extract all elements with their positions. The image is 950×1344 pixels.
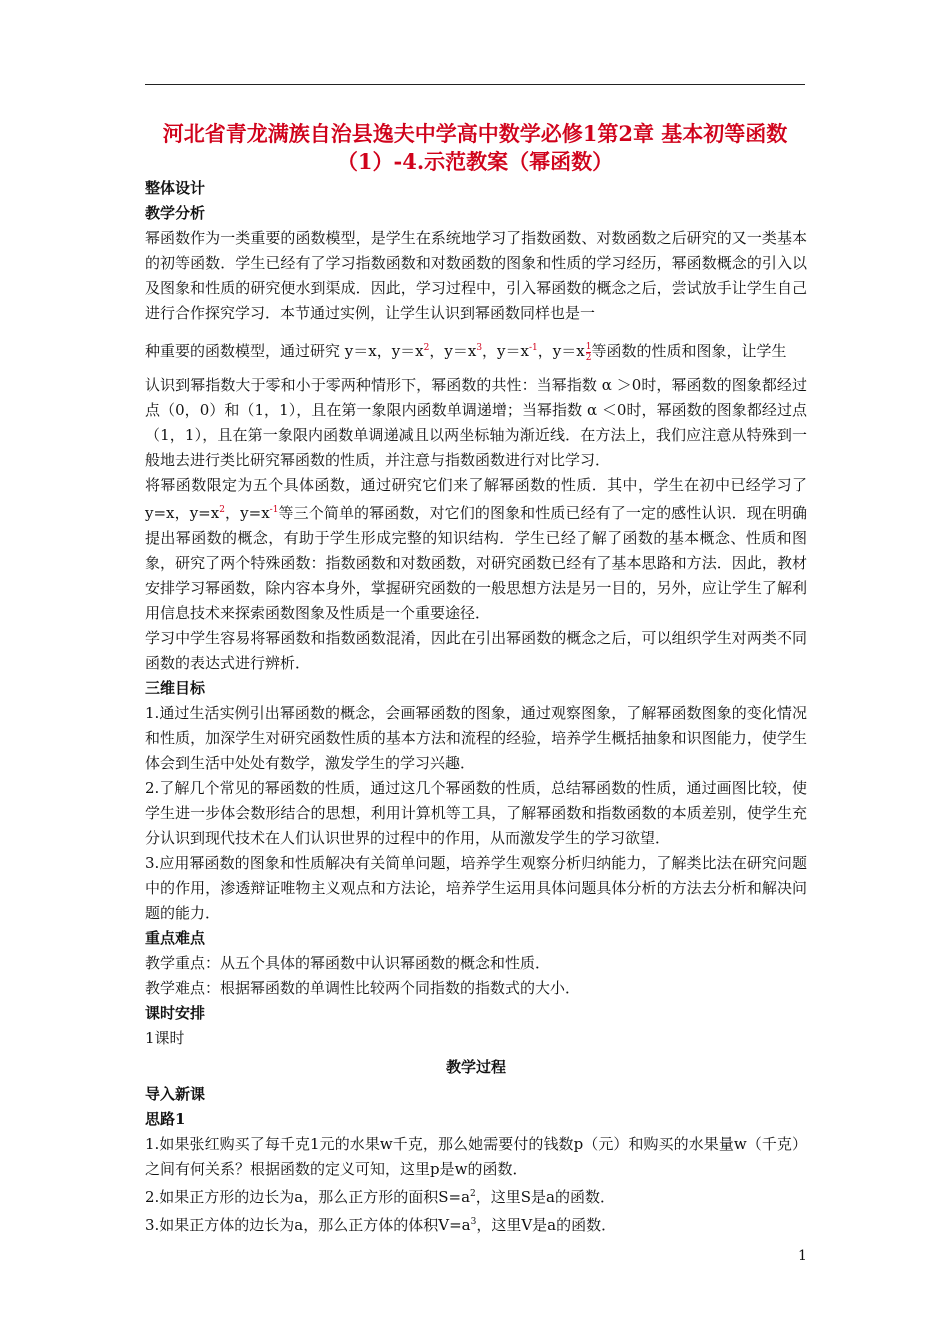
goal-3: 3.应用幂函数的图象和性质解决有关简单问题，培养学生观察分析归纳能力，了解类比法在研究问题中的作用，渗透辩证唯物主义观点和方法论，培养学生运用具体问题具体分析的方法去分析和解决问题的能力． bbox=[145, 854, 807, 922]
key-point: 教学重点：从五个具体的幂函数中认识幂函数的概念和性质． bbox=[145, 954, 551, 972]
goal-1: 1.通过生活实例引出幂函数的概念，会画幂函数的图象，通过观察图象，了解幂函数图象的变化情况和性质，加深学生对研究函数性质的基本方法和流程的经验，培养学生概括抽象和识图能力，使学生体会到生活中处处有数学，激发学生的学习兴趣． bbox=[145, 704, 807, 772]
text-segment: 2.如果正方形的边长为a，那么正方形的面积S=a bbox=[145, 1188, 471, 1206]
heading-teaching-analysis: 教学分析 bbox=[145, 204, 206, 222]
document-body bbox=[145, 176, 807, 1238]
exponent-2: 2 bbox=[219, 505, 225, 515]
text-segment: ，y＝x bbox=[537, 342, 585, 360]
text-segment: 将幂函数限定为五个具体函数，通过研究它们来了解幂函数的性质．其中，学生在初中已经学习了 y=x，y=x bbox=[145, 476, 807, 522]
exponent-minus-1: -1 bbox=[269, 505, 279, 515]
text-segment: ，y=x bbox=[224, 504, 270, 522]
paragraph-analysis-4: 学习中学生容易将幂函数和指数函数混淆，因此在引出幂函数的概念之后，可以组织学生对两类不同函数的表达式进行辨析． bbox=[145, 629, 807, 672]
document-title: 河北省青龙满族自治县逸夫中学高中数学必修1第2章 基本初等函数（1）-4.示范教案（幂函数） bbox=[162, 121, 788, 174]
fraction-denominator: 2 bbox=[585, 352, 592, 363]
exponent-2: 2 bbox=[470, 1189, 476, 1199]
paragraph-analysis-formula-line bbox=[145, 326, 807, 373]
heading-three-goals: 三维目标 bbox=[145, 679, 206, 697]
heading-introduction: 导入新课 bbox=[145, 1085, 206, 1103]
heading-teaching-process: 教学过程 bbox=[445, 1058, 506, 1076]
text-segment: ，这里V是a的函数． bbox=[476, 1216, 617, 1234]
goal-2: 2.了解几个常见的幂函数的性质，通过这几个幂函数的性质，总结幂函数的性质，通过画图比较，使学生进一步体会数形结合的思想，利用计算机等工具，了解幂函数和指数函数的本质差别，使学生充分认识到现代技术在人们认识世界的过程中的作用，从而激发学生的学习欲望． bbox=[145, 779, 807, 847]
text-segment: 等三个简单的幂函数，对它们的图象和性质已经有了一定的感性认识．现在明确提出幂函数的概念，有助于学生形成完整的知识结构．学生已经了解了函数的基本概念、性质和图象，研究了两个特殊函数：指数函数和对数函数，对研究函数已经有了基本思路和方法．因此，教材安排学习幂函数，除内容本身外，掌握研究函数的一般思想方法是另一目的，另外，应让学生了解利用信息技术来探索函数图象及性质是一个重要途径． bbox=[145, 504, 807, 622]
schedule-value: 1课时 bbox=[145, 1029, 185, 1047]
paragraph-analysis-2: 认识到幂指数大于零和小于零两种情形下，幂函数的共性：当幂指数 α ＞0时，幂函数的图象都经过点（0，0）和（1，1），且在第一象限内函数单调递增；当幂指数 α ＜0时，幂函数的图象都经过点（1，1），且在第一象限内函数单调递减且以两坐标轴为渐近线．在方法上，我们应注意从特殊到一般地去进行类比研究幂函数的性质，并注意与指数函数进行对比学习． bbox=[145, 376, 807, 469]
fraction-numerator: 1 bbox=[585, 341, 592, 352]
question-2 bbox=[145, 1182, 807, 1210]
exponent-3: 3 bbox=[470, 1217, 477, 1227]
page-number: 1 bbox=[798, 1248, 807, 1264]
text-segment: ，y＝x bbox=[429, 342, 477, 360]
exponent-2: 2 bbox=[423, 343, 430, 353]
text-segment: ，y＝x bbox=[482, 342, 529, 360]
heading-overall-design: 整体设计 bbox=[145, 179, 206, 197]
heading-idea-1: 思路1 bbox=[145, 1110, 186, 1128]
exponent-3: 3 bbox=[476, 343, 483, 353]
header-rule bbox=[145, 84, 805, 85]
text-segment: 3.如果正方体的边长为a，那么正方体的体积V=a bbox=[145, 1216, 471, 1234]
exponent-minus-1: -1 bbox=[528, 343, 538, 353]
text-segment: ，这里S是a的函数． bbox=[475, 1188, 616, 1206]
paragraph-analysis-3 bbox=[145, 473, 807, 626]
question-1: 1.如果张红购买了每千克1元的水果w千克，那么她需要付的钱数p（元）和购买的水果量w（千克）之间有何关系？根据函数的定义可知，这里p是w的函数． bbox=[145, 1135, 807, 1178]
difficult-point: 教学难点：根据幂函数的单调性比较两个同指数的指数式的大小． bbox=[145, 979, 581, 997]
text-segment: 种重要的函数模型，通过研究 y＝x，y＝x bbox=[145, 342, 424, 360]
text-segment: 等函数的性质和图象，让学生 bbox=[591, 342, 787, 360]
paragraph-analysis-1: 幂函数作为一类重要的函数模型，是学生在系统地学习了指数函数、对数函数之后研究的又一类基本的初等函数．学生已经有了学习指数函数和对数函数的图象和性质的学习经历，幂函数概念的引入以及图象和性质的研究便水到渠成．因此，学习过程中，引入幂函数的概念之后，尝试放手让学生自己进行合作探究学习．本节通过实例，让学生认识到幂函数同样也是一 bbox=[145, 229, 807, 322]
heading-schedule: 课时安排 bbox=[145, 1004, 206, 1022]
question-3 bbox=[145, 1210, 807, 1238]
heading-key-points: 重点难点 bbox=[145, 929, 206, 947]
